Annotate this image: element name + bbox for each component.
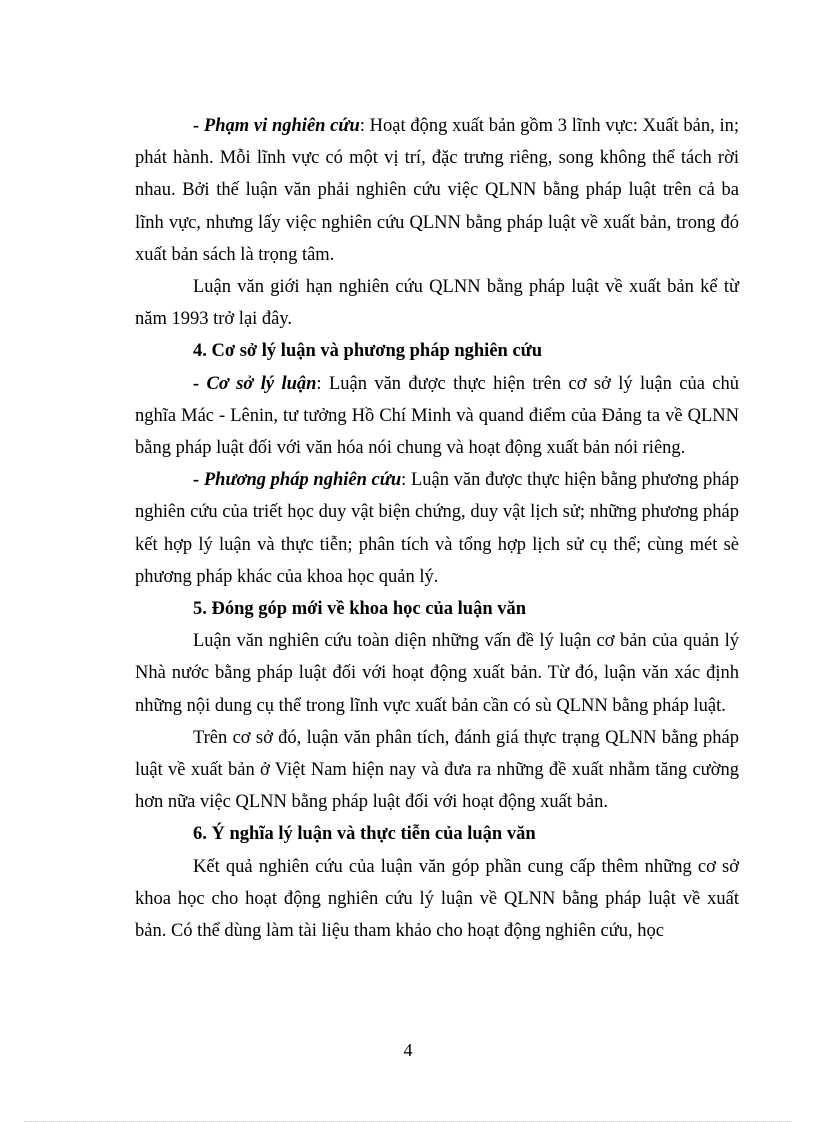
paragraph-scope bbox=[135, 110, 739, 271]
term-method: - Phương pháp nghiên cứu bbox=[193, 470, 402, 491]
paragraph-text: : Luận văn được thực hiện trên cơ sở lý luận của chủ nghĩa Mác - Lênin, tư tưởng Hồ Chí Minh và quand điểm của Đảng ta về QLNN bằng pháp luật đối với văn hóa nói chung và hoạt động xuất bản nói riêng. bbox=[135, 373, 740, 459]
paragraph-significance: Kết quả nghiên cứu của luận văn góp phần cung cấp thêm những cơ sở khoa học cho hoạt động nghiên cứu lý luận về QLNN bằng pháp luật về xuất bản. Có thể dùng làm tài liệu tham khảo cho hoạt động nghiên cứu, học bbox=[135, 856, 739, 942]
paragraph-text: : Luận văn được thực hiện bằng phương pháp nghiên cứu của triết học duy vật biện chứng, duy vật lịch sử; những phương pháp kết hợp lý luận và thực tiễn; phân tích và tổng hợp lịch sử cụ thể; cùng mét sè phương pháp khác của khoa học quản lý. bbox=[135, 470, 739, 587]
paragraph-theory bbox=[135, 368, 739, 465]
paragraph-contribution-1: Luận văn nghiên cứu toàn diện những vấn đề lý luận cơ bản của quản lý Nhà nước bằng pháp luật đối với hoạt động xuất bản. Từ đó, luận văn xác định những nội dung cụ thể trong lĩnh vực xuất bản cần có sù QLNN bằng pháp luật. bbox=[135, 631, 739, 716]
heading-section-6: 6. Ý nghĩa lý luận và thực tiễn của luận văn bbox=[193, 824, 536, 845]
heading-section-4: 4. Cơ sở lý luận và phương pháp nghiên cứu bbox=[193, 341, 543, 362]
body-text bbox=[135, 110, 739, 947]
page-bottom-divider bbox=[24, 1121, 792, 1122]
paragraph-method bbox=[135, 464, 739, 593]
heading-section-5: 5. Đóng góp mới về khoa học của luận văn bbox=[193, 599, 527, 620]
paragraph-limit: Luận văn giới hạn nghiên cứu QLNN bằng pháp luật về xuất bản kể từ năm 1993 trở lại đây. bbox=[135, 277, 739, 330]
term-theory: - Cơ sở lý luận bbox=[193, 373, 317, 394]
paragraph-text: : Hoạt động xuất bản gồm 3 lĩnh vực: Xuất bản, in; phát hành. Mỗi lĩnh vực có một vị trí, đặc trưng riêng, song không thể tách rời nhau. Bởi thế luận văn phải nghiên cứu việc QLNN bằng pháp luật trên cả ba lĩnh vực, nhưng lấy việc nghiên cứu QLNN bằng pháp luật về xuất bản, trong đó xuất bản sách là trọng tâm. bbox=[135, 116, 740, 265]
paragraph-contribution-2: Trên cơ sở đó, luận văn phân tích, đánh giá thực trạng QLNN bằng pháp luật về xuất bản ở Việt Nam hiện nay và đưa ra những đề xuất nhằm tăng cường hơn nữa việc QLNN bằng pháp luật đối với hoạt động xuất bản. bbox=[135, 727, 739, 813]
term-scope: - Phạm vi nghiên cứu bbox=[193, 116, 360, 136]
page-number: 4 bbox=[403, 1040, 413, 1060]
